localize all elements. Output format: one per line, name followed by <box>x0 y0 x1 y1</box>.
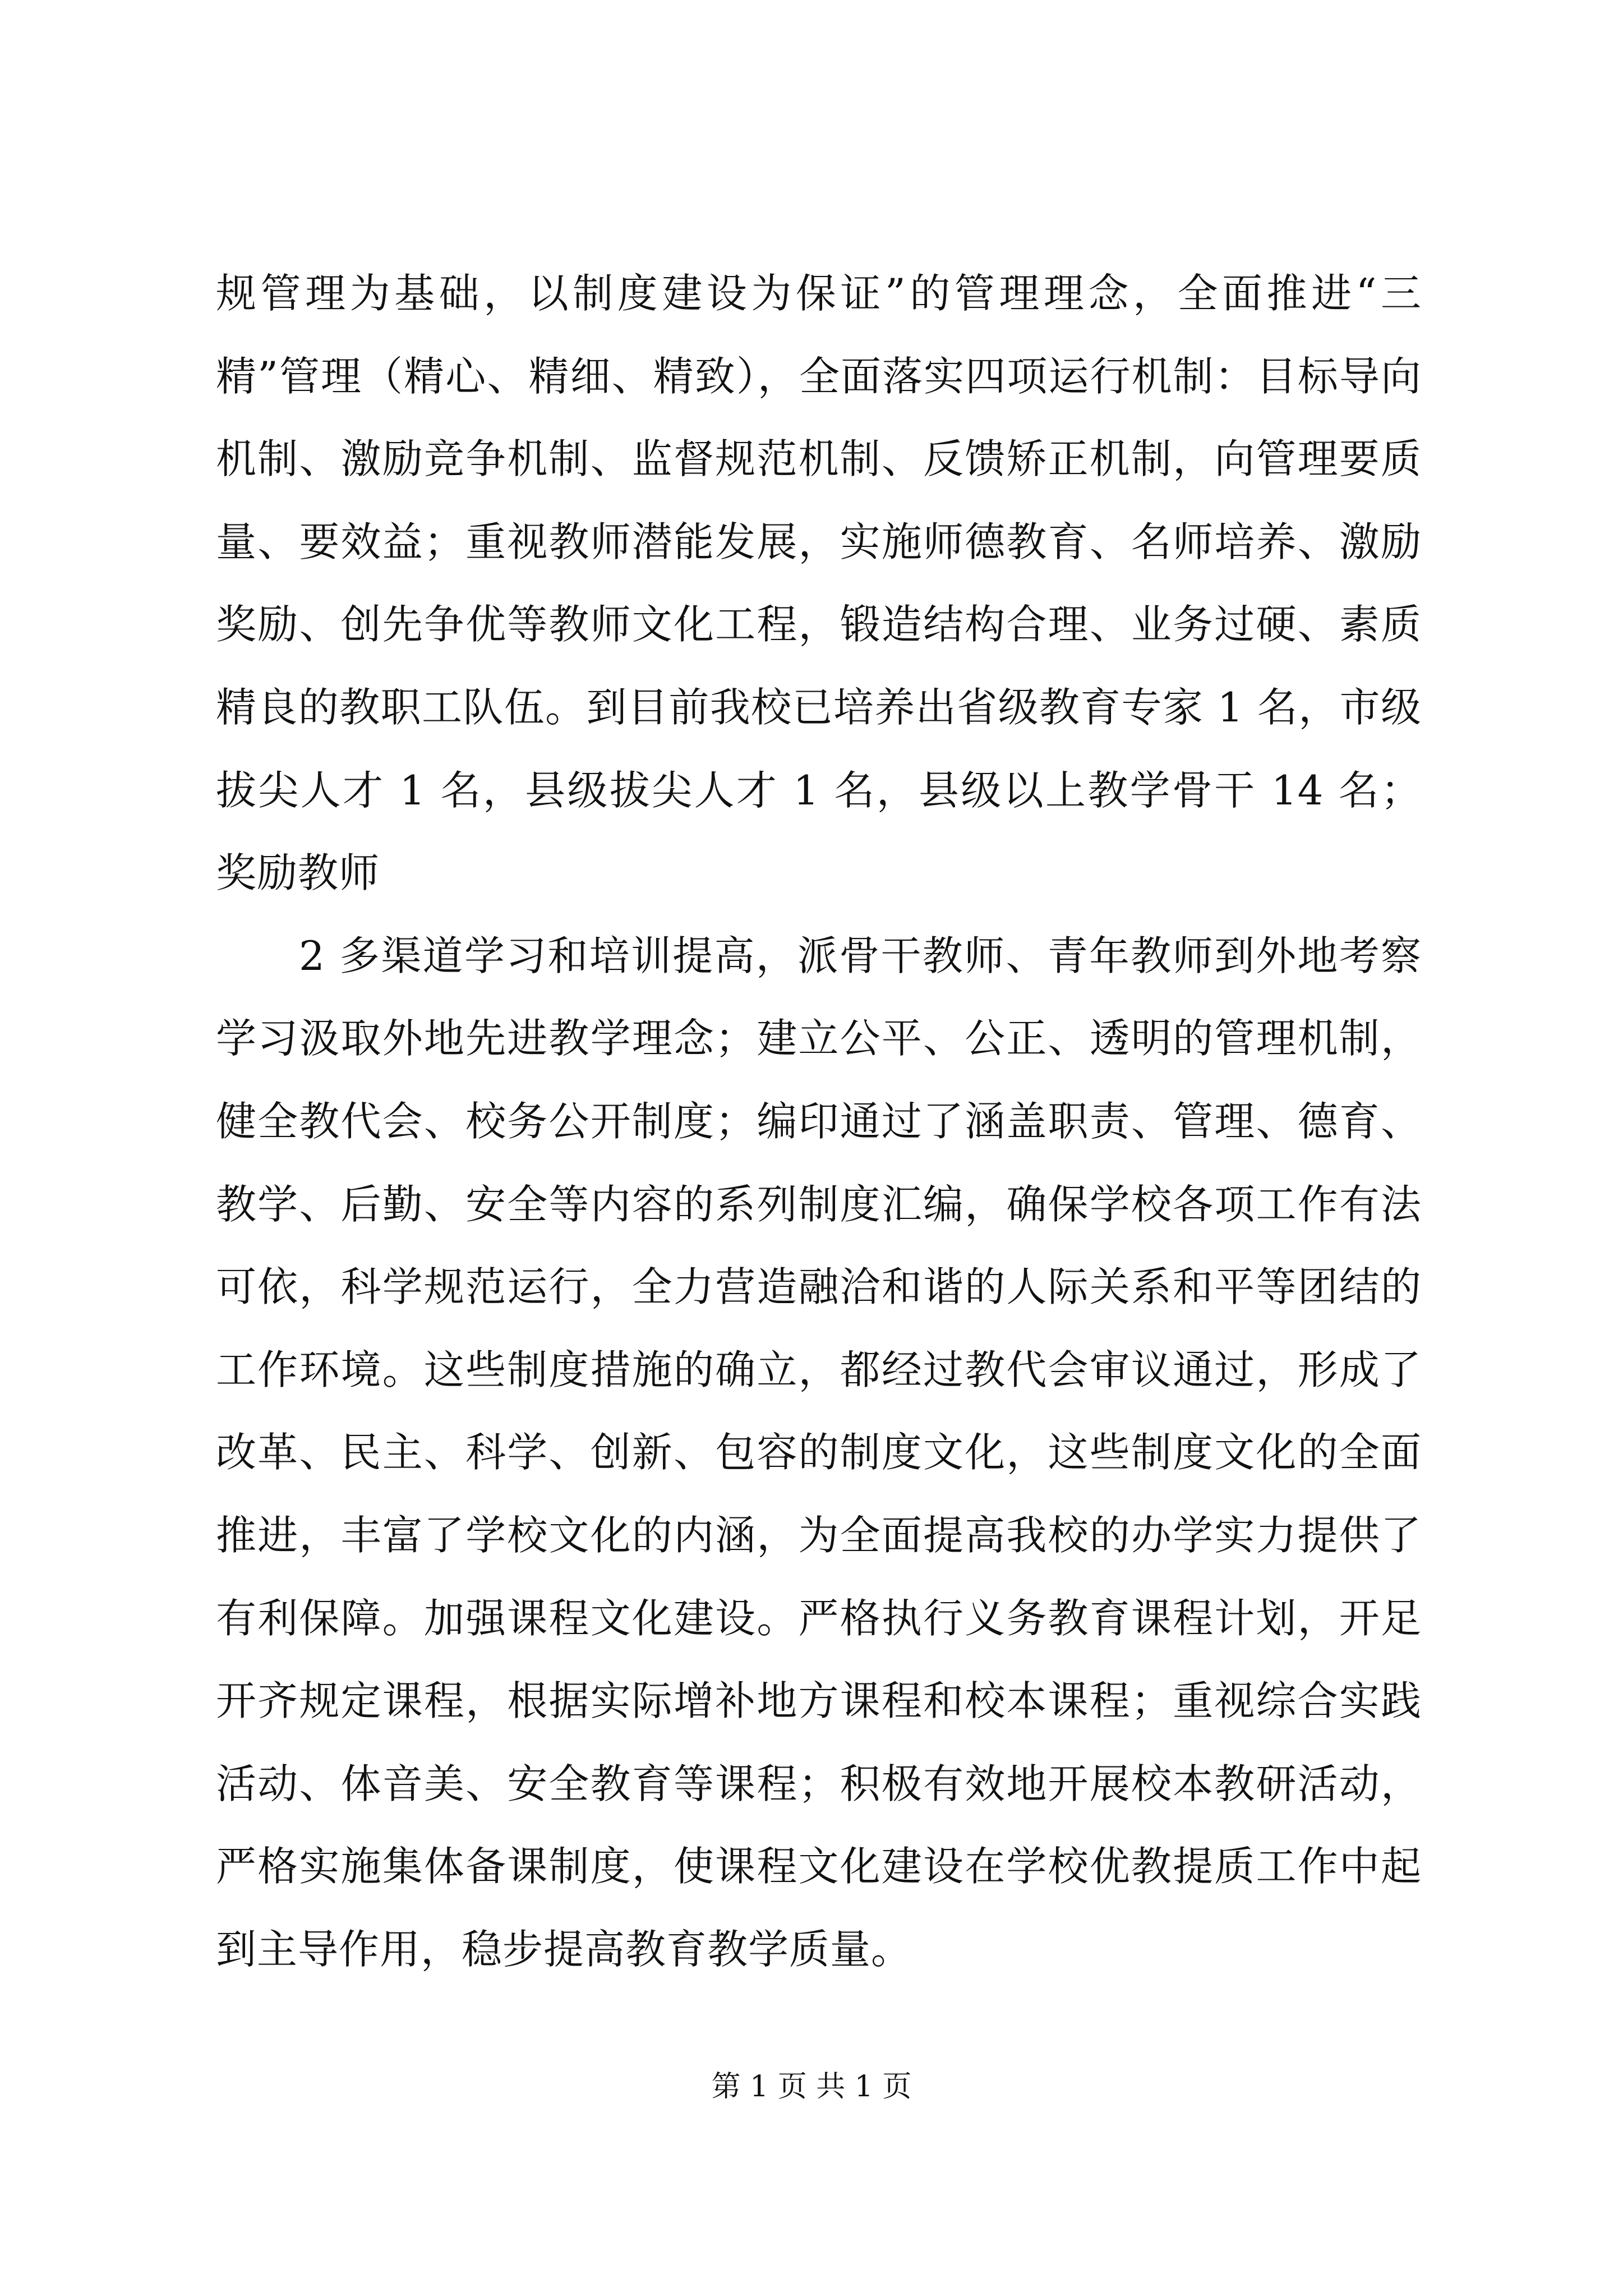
paragraph-1: 规管理为基础，以制度建设为保证”的管理理念，全面推进“三精”管理（精心、精细、精致），全面落实四项运行机制：目标导向机制、激励竞争机制、监督规范机制、反馈矫正机制，向管理要质量、要效益；重视教师潜能发展，实施师德教育、名师培养、激励奖励、创先争优等教师文化工程，锻造结构合理、业务过硬、素质精良的教职工队伍。到目前我校已培养出省级教育专家 1 名，市级拔尖人才 1 名，县级拔尖人才 1 名，县级以上教学骨干 14 名；奖励教师 <box>216 270 1422 897</box>
document-body <box>216 252 1422 1991</box>
page-footer: 第 1 页 共 1 页 <box>711 2070 912 2104</box>
paragraph-2: 2 多渠道学习和培训提高，派骨干教师、青年教师到外地考察学习汲取外地先进教学理念；建立公平、公正、透明的管理机制，健全教代会、校务公开制度；编印通过了涵盖职责、管理、德育、教学、后勤、安全等内容的系列制度汇编，确保学校各项工作有法可依，科学规范运行，全力营造融洽和谐的人际关系和平等团结的工作环境。这些制度措施的确立，都经过教代会审议通过，形成了改革、民主、科学、创新、包容的制度文化，这些制度文化的全面推进，丰富了学校文化的内涵，为全面提高我校的办学实力提供了有利保障。加强课程文化建设。严格执行义务教育课程计划，开足开齐规定课程，根据实际增补地方课程和校本课程；重视综合实践活动、体音美、安全教育等课程；积极有效地开展校本教研活动，严格实施集体备课制度，使课程文化建设在学校优教提质工作中起到主导作用，稳步提高教育教学质量。 <box>216 932 1422 1973</box>
